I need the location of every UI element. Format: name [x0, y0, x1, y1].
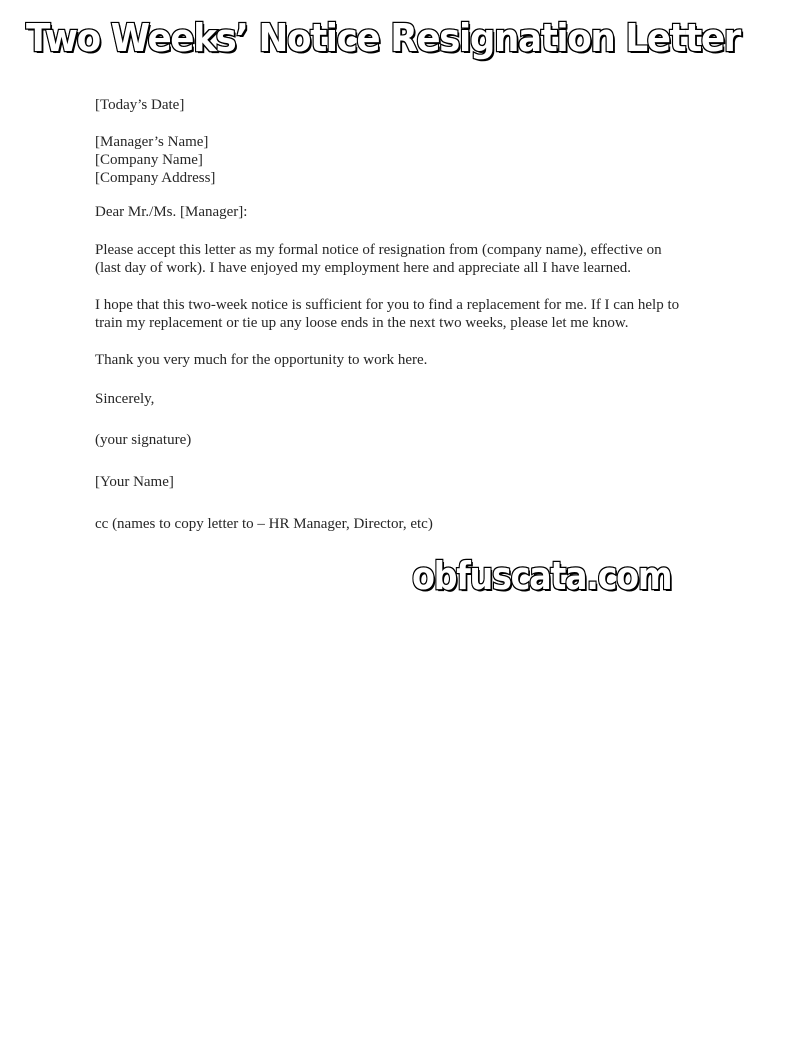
company-address-line: [Company Address]: [95, 170, 216, 186]
paragraph-line: (last day of work). I have enjoyed my employment here and appreciate all I have learned.: [95, 260, 632, 276]
letter-body: [95, 96, 735, 533]
paragraph-line: Please accept this letter as my formal notice of resignation from (company name), effective on: [95, 242, 662, 258]
closing-line: Sincerely,: [95, 391, 155, 407]
page-title: Two Weeks’ Notice Resignation Letter: [26, 16, 740, 60]
cc-line: cc (names to copy letter to – HR Manager, Director, etc): [95, 516, 433, 532]
paragraph-line: train my replacement or tie up any loose ends in the next two weeks, please let me know.: [95, 315, 629, 331]
transition-paragraph: [95, 296, 735, 332]
manager-name-line: [Manager’s Name]: [95, 134, 209, 150]
recipient-address-block: [95, 133, 735, 187]
salutation: Dear Mr./Ms. [Manager]:: [95, 204, 248, 220]
resignation-paragraph: [95, 241, 735, 277]
date-line: [Today’s Date]: [95, 97, 185, 113]
watermark: obfuscata.com: [412, 554, 672, 598]
company-name-line: [Company Name]: [95, 152, 203, 168]
signature-placeholder: (your signature): [95, 432, 192, 448]
thanks-line: Thank you very much for the opportunity to work here.: [95, 352, 428, 368]
sender-name: [Your Name]: [95, 474, 174, 490]
paragraph-line: I hope that this two-week notice is sufficient for you to find a replacement for me. If I can help to: [95, 297, 680, 313]
